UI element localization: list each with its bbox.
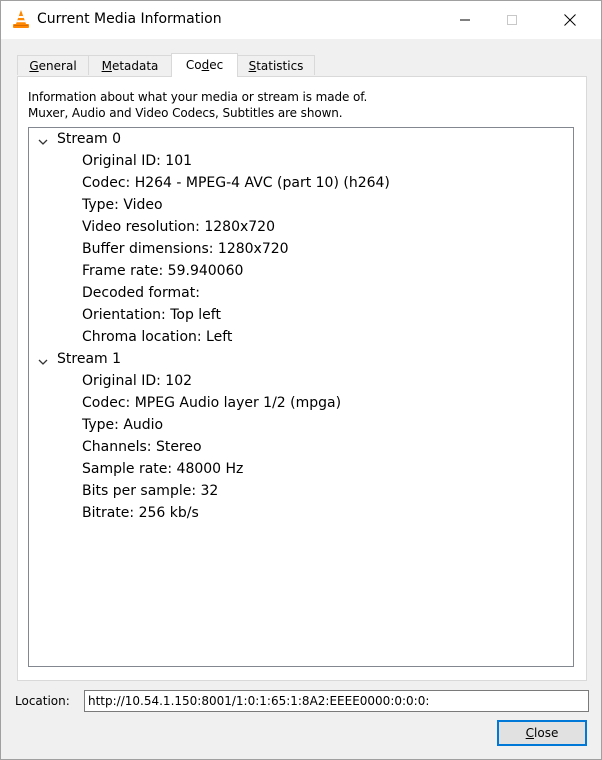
tree-item[interactable]: Bitrate: 256 kb/s (82, 505, 199, 521)
maximize-button (489, 1, 535, 39)
stream-0-row[interactable] (29, 128, 569, 150)
close-button-label: lose (534, 726, 559, 740)
tab-metadata-mnemonic: M (101, 59, 112, 73)
tree-item[interactable]: Channels: Stereo (82, 439, 202, 455)
tree-item[interactable]: Original ID: 102 (82, 373, 193, 389)
chevron-down-icon[interactable] (37, 353, 49, 365)
tree-item[interactable]: Type: Audio (82, 417, 164, 433)
location-field[interactable]: http://10.54.1.150:8001/1:0:1:65:1:8A2:EEEE0000:0:0:0: (84, 690, 589, 712)
chevron-down-icon[interactable] (37, 133, 49, 145)
info-line-1: Information about what your media or stream is made of. (28, 90, 368, 104)
tree-item[interactable]: Frame rate: 59.940060 (82, 263, 244, 279)
tree-item[interactable]: Buffer dimensions: 1280x720 (82, 241, 289, 257)
tab-metadata[interactable] (88, 55, 172, 75)
tab-statistics-mnemonic: S (248, 59, 257, 73)
tab-general-label: eneral (38, 59, 77, 73)
tree-item[interactable]: Codec: H264 - MPEG-4 AVC (part 10) (h264) (82, 175, 390, 191)
tab-codec-mnemonic: d (201, 58, 210, 72)
tree-item[interactable]: Sample rate: 48000 Hz (82, 461, 244, 477)
tree-item[interactable]: Video resolution: 1280x720 (82, 219, 275, 235)
tree-item[interactable]: Bits per sample: 32 (82, 483, 219, 499)
info-line-2: Muxer, Audio and Video Codecs, Subtitles are shown. (28, 106, 343, 120)
codec-panel (17, 76, 587, 681)
codec-description (28, 89, 367, 121)
tree-item[interactable]: Decoded format: (82, 285, 200, 301)
tab-codec-label-start: Co (185, 58, 202, 72)
tab-codec[interactable] (171, 53, 238, 77)
close-button-mnemonic: C (525, 726, 535, 740)
vlc-cone-icon (11, 9, 31, 31)
close-icon (564, 14, 576, 26)
stream-1-row[interactable] (29, 348, 569, 370)
stream-label: Stream 1 (57, 351, 122, 367)
tab-statistics-label: tatistics (256, 59, 304, 73)
tree-item[interactable]: Codec: MPEG Audio layer 1/2 (mpga) (82, 395, 342, 411)
tree-item[interactable]: Type: Video (82, 197, 163, 213)
close-button[interactable] (497, 720, 587, 746)
tree-item[interactable]: Chroma location: Left (82, 329, 233, 345)
stream-tree[interactable] (28, 127, 574, 667)
minimize-icon (460, 15, 470, 25)
tab-codec-label-end: ec (209, 58, 224, 72)
tab-statistics[interactable] (237, 55, 315, 75)
tab-general-mnemonic: G (29, 59, 39, 73)
window-title: Current Media Information (37, 11, 222, 27)
tree-item[interactable]: Original ID: 101 (82, 153, 193, 169)
tree-item[interactable]: Orientation: Top left (82, 307, 221, 323)
tab-general[interactable] (17, 55, 89, 75)
minimize-button[interactable] (442, 1, 488, 39)
maximize-icon (507, 15, 517, 25)
location-label: Location: (15, 694, 70, 708)
stream-label: Stream 0 (57, 131, 122, 147)
close-window-button[interactable] (547, 1, 593, 39)
tab-metadata-label: etadata (111, 59, 159, 73)
title-bar[interactable] (1, 1, 601, 39)
